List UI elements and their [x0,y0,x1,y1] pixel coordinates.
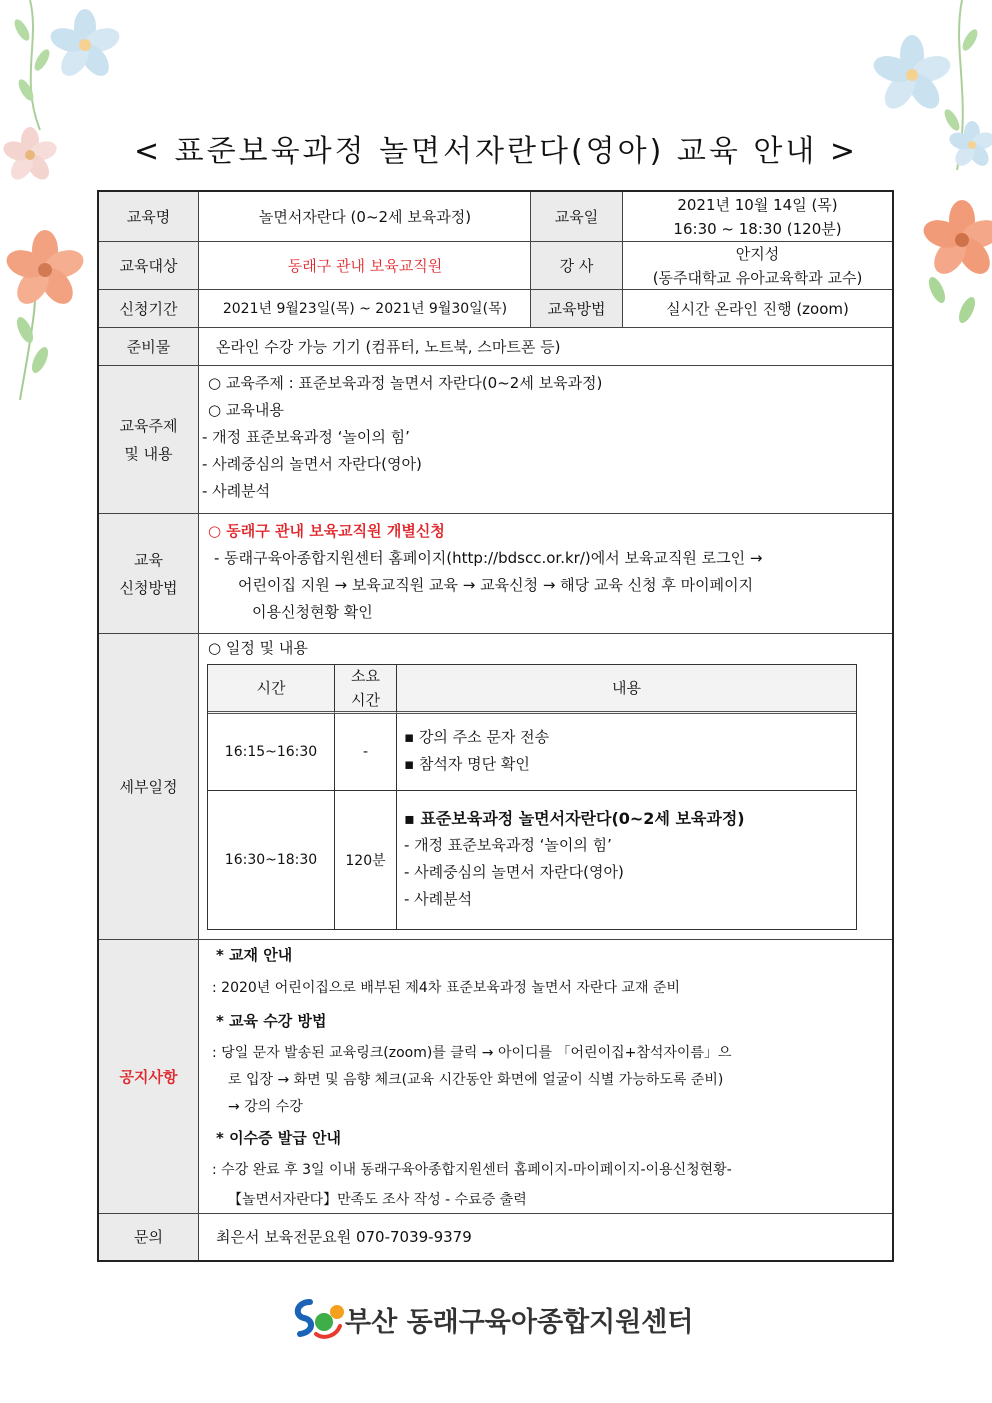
flower-decoration-top-left-icon [0,0,130,200]
contact-value: 최은서 보육전문요원 070-7039-9379 [216,1228,472,1246]
application-line: 어린이집 지원 → 보육교직원 교육 → 교육신청 → 해당 교육 신청 후 마이페이지 [238,576,754,594]
application-period-value: 2021년 9월23일(목) ~ 2021년 9월30일(목) [222,300,508,317]
row-education-target [99,242,892,290]
topic-content [200,366,892,513]
label-education-date: 교육일 [530,192,622,241]
schedule-col-duration-line1: 소요 [351,667,380,685]
topic-line: - 개정 표준보육과정 ‘놀이의 힘’ [202,428,410,446]
notice-cert-title: * 이수증 발급 안내 [216,1129,341,1147]
label-topic-line2: 및 내용 [124,444,173,463]
notice-cert-line2: 【놀면서자란다】만족도 조사 작성 - 수료증 출력 [228,1192,527,1208]
row-application-method [99,514,892,634]
education-method-value: 실시간 온라인 진행 (zoom) [622,290,892,327]
schedule-content-line: ▪ 표준보육과정 놀면서자란다(0~2세 보육과정) [404,809,745,828]
center-logo-icon [290,1296,346,1342]
schedule-heading: ○ 일정 및 내용 [208,639,308,657]
schedule-col-content: 내용 [397,665,856,714]
schedule-col-duration [335,665,397,714]
label-topic [99,366,199,513]
education-name-value: 놀면서자란다 (0~2세 보육과정) [258,207,472,226]
education-date-value [622,192,892,241]
label-schedule: 세부일정 [99,634,199,939]
schedule-time: 16:15~16:30 [208,714,335,791]
label-education-target: 교육대상 [99,242,199,289]
info-table [97,190,894,1262]
row-supplies [99,328,892,366]
lecturer-affiliation: (동주대학교 유아교육학과 교수) [652,268,863,287]
label-application-line1: 교육 [134,550,163,569]
notice-method-title: * 교육 수강 방법 [216,1012,327,1030]
topic-line: ○ 교육내용 [208,401,284,419]
schedule-content-line: ▪ 참석자 명단 확인 [404,755,530,773]
education-date-line2: 16:30 ~ 18:30 (120분) [673,219,842,238]
schedule-content-line: - 개정 표준보육과정 ‘놀이의 힘’ [404,836,612,854]
lecturer-value [622,242,892,289]
label-contact: 문의 [99,1214,199,1260]
schedule-content [404,724,549,778]
schedule-col-duration-line2: 시간 [351,691,380,709]
topic-line: - 사례중심의 놀면서 자란다(영아) [202,455,422,473]
notice-cert-line1: : 수강 완료 후 3일 이내 동래구육아종합지원센터 홈페이지-마이페이지-이용신청현황- [212,1162,732,1178]
education-target-value: 동래구 관내 보육교직원 [287,256,443,275]
label-application-method [99,514,199,633]
label-notice: 공지사항 [99,940,199,1213]
schedule-content [404,805,745,913]
flower-decoration-right-icon [897,190,992,330]
supplies-value: 온라인 수강 가능 기기 (컴퓨터, 노트북, 스마트폰 등) [216,337,561,356]
page-title: < 표준보육과정 놀면서자란다(영아) 교육 안내 > [133,134,858,169]
notice-textbook-text: : 2020년 어린이집으로 배부된 제4차 표준보육과정 놀면서 자란다 교재 준비 [212,980,680,996]
topic-line: ○ 교육주제 : 표준보육과정 놀면서 자란다(0~2세 보육과정) [208,374,603,392]
education-date-line1: 2021년 10월 14일 (목) [677,195,838,214]
row-schedule [99,634,892,940]
notice-method-line2: 로 입장 → 화면 및 음향 체크(교육 시간동안 화면에 얼굴이 식별 가능하도록 준비) [228,1072,724,1088]
application-heading: ○ 동래구 관내 보육교직원 개별신청 [208,522,445,540]
application-method-content [200,514,892,633]
row-topic [99,366,892,514]
row-contact [99,1214,892,1260]
notice-content [200,940,892,1213]
row-application-period [99,290,892,328]
label-supplies: 준비물 [99,328,199,365]
schedule-content-line: ▪ 강의 주소 문자 전송 [404,728,550,746]
footer-org-name: 부산 동래구육아종합지원센터 [345,1307,694,1338]
schedule-content-line: - 사례분석 [404,890,473,908]
application-line: 이용신청현황 확인 [252,603,373,621]
schedule-duration: 120분 [335,791,397,929]
notice-textbook-title: * 교재 안내 [216,946,293,964]
notice-method-line3: → 강의 수강 [228,1099,303,1115]
label-application-line2: 신청방법 [119,578,178,597]
lecturer-name: 안지성 [735,244,780,263]
label-education-name: 교육명 [99,192,199,241]
schedule-time: 16:30~18:30 [208,791,335,929]
row-education-name [99,192,892,242]
topic-line: - 사례분석 [202,482,271,500]
label-lecturer: 강 사 [530,242,622,289]
flower-decoration-left-icon [0,220,95,400]
label-education-method: 교육방법 [530,290,622,327]
notice-method-line1: : 당일 문자 발송된 교육링크(zoom)를 클릭 → 아이디를 「어린이집+참석자이름」으 [212,1045,732,1061]
schedule-table [207,664,857,930]
schedule-duration: - [335,714,397,791]
label-application-period: 신청기간 [99,290,199,327]
schedule-col-time: 시간 [208,665,335,714]
row-notice [99,940,892,1214]
application-line: - 동래구육아종합지원센터 홈페이지(http://bdscc.or.kr/)에서 보육교직원 로그인 → [214,549,763,567]
label-topic-line1: 교육주제 [119,416,178,435]
schedule-content-line: - 사례중심의 놀면서 자란다(영아) [404,863,624,881]
